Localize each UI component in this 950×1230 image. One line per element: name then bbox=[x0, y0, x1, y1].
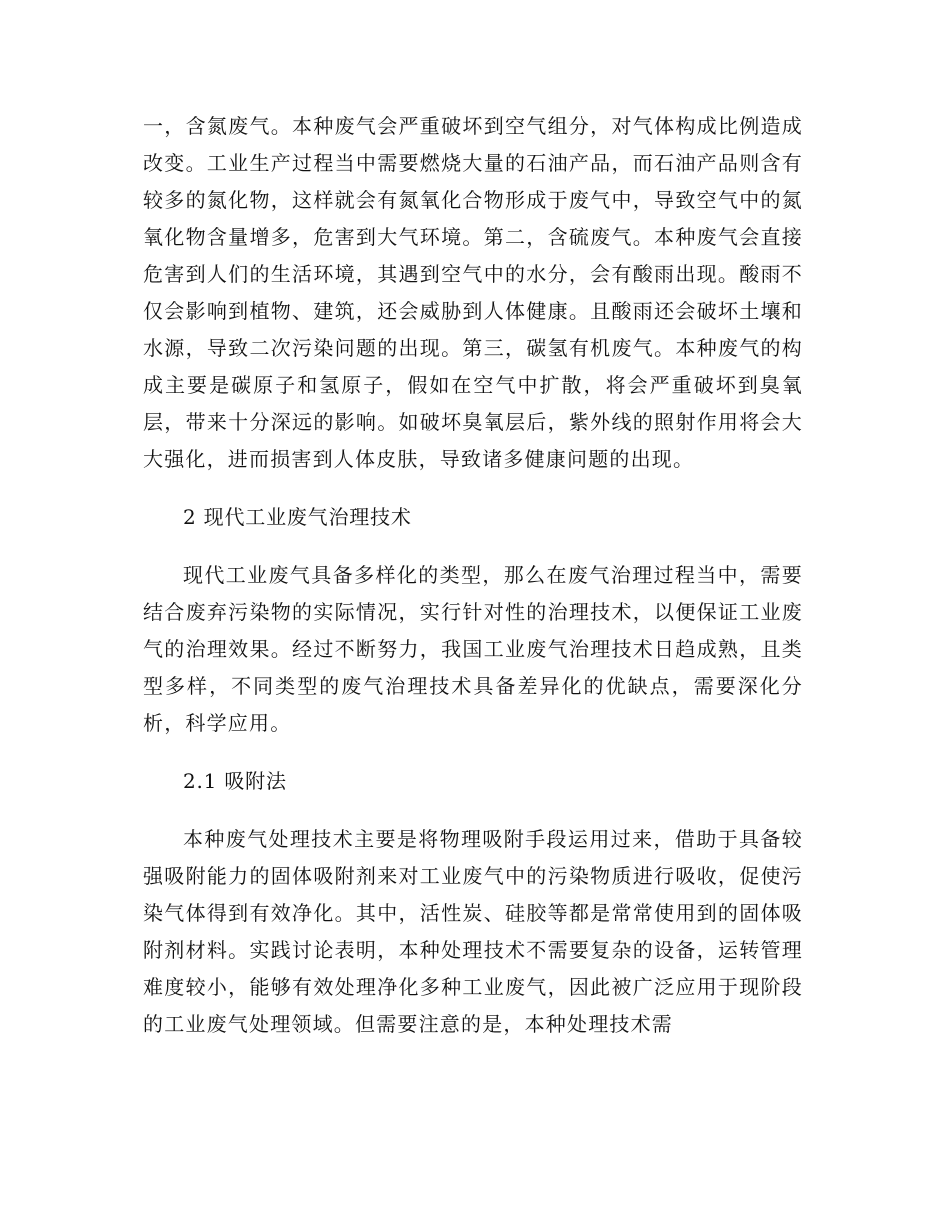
section-heading-2-1: 2.1 吸附法 bbox=[183, 769, 287, 793]
paragraph-treatment-overview: 现代工业废气具备多样化的类型，那么在废气治理过程当中，需要结合废弃污染物的实际情况，实行针对性的治理技术，以便保证工业废气的治理效果。经过不断努力，我国工业废气治理技术日趋成熟，且类型多样，不同类型的废气治理技术具备差异化的优缺点，需要深化分析，科学应用。 bbox=[143, 563, 803, 735]
paragraph-gap bbox=[143, 800, 803, 821]
paragraph-adsorption-method: 本种废气处理技术主要是将物理吸附手段运用过来，借助于具备较强吸附能力的固体吸附剂来对工业废气中的污染物质进行吸收，促使污染气体得到有效净化。其中，活性炭、硅胶等都是常常使用到的固体吸附剂材料。实践讨论表明，本种处理技术不需要复杂的设备，运转管理难度较小，能够有效处理净化多种工业废气，因此被广泛应用于现阶段的工业废气处理领域。但需要注意的是，本种处理技术需 bbox=[143, 827, 803, 1036]
section-heading-2: 2 现代工业废气治理技术 bbox=[183, 505, 412, 529]
document-body bbox=[143, 108, 803, 1043]
paragraph-gap bbox=[143, 536, 803, 557]
paragraph-gap bbox=[143, 742, 803, 763]
paragraph-waste-gas-types: 一，含氮废气。本种废气会严重破坏到空气组分，对气体构成比例造成改变。工业生产过程当中需要燃烧大量的石油产品，而石油产品则含有较多的氮化物，这样就会有氮氧化合物形成于废气中，导致空气中的氮氧化物含量增多，危害到大气环境。第二，含硫废气。本种废气会直接危害到人们的生活环境，其遇到空气中的水分，会有酸雨出现。酸雨不仅会影响到植物、建筑，还会威胁到人体健康。且酸雨还会破坏土壤和水源，导致二次污染问题的出现。第三，碳氢有机废气。本种废气的构成主要是碳原子和氢原子，假如在空气中扩散，将会严重破坏到臭氧层，带来十分深远的影响。如破坏臭氧层后，紫外线的照射作用将会大大强化，进而损害到人体皮肤，导致诸多健康问题的出现。 bbox=[143, 114, 803, 471]
paragraph-gap bbox=[143, 478, 803, 499]
